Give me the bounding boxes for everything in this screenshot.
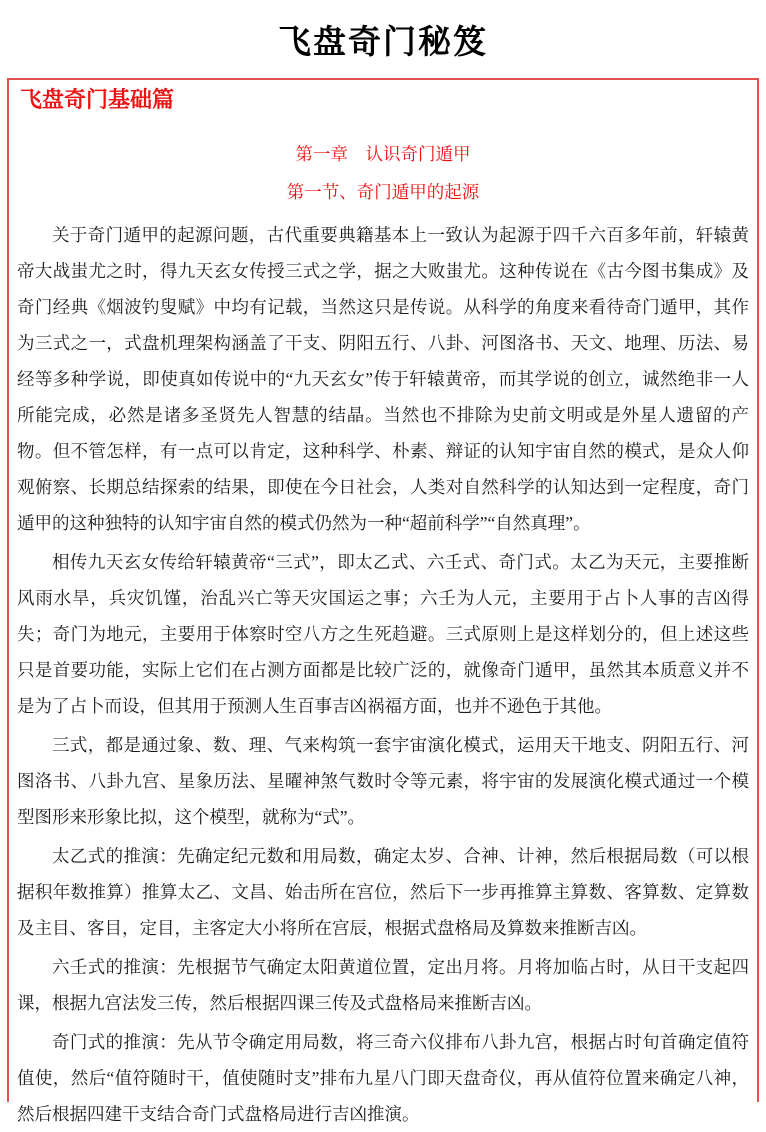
- paragraph-qimen-deduction: 奇门式的推演：先从节令确定用局数，将三奇六仪排布八卦九宫，根据占时旬首确定值符值使，然后“值符随时干，值使随时支”排布九星八门即天盘奇仪，再从值符位置来确定八神，然后根据四建干支结合奇门式盘格局进行吉凶推演。: [17, 1032, 749, 1124]
- paragraph-taiyi-deduction: 太乙式的推演：先确定纪元数和用局数，确定太岁、合神、计神，然后根据局数（可以根据积年数推算）推算太乙、文昌、始击所在宫位，然后下一步再推算主算数、客算数、定算数及主目、客目，定目，主客定大小将所在宫辰，根据式盘格局及算数来推断吉凶。: [17, 846, 749, 938]
- body-text: [17, 217, 749, 1132]
- page-title: 飞盘奇门秘笈: [278, 25, 488, 61]
- paragraph-origin-1: 关于奇门遁甲的起源问题，古代重要典籍基本上一致认为起源于四千六百多年前，轩辕黄帝大战蚩尤之时，得九天玄女传授三式之学，据之大败蚩尤。这种传说在《古今图书集成》及奇门经典《烟波钓叟赋》中均有记载，当然这只是传说。从科学的角度来看待奇门遁甲，其作为三式之一，式盘机理架构涵盖了干支、阴阳五行、八卦、河图洛书、天文、地理、历法、易经等多种学说，即使真如传说中的“九天玄女”传于轩辕黄帝，而其学说的创立，诚然绝非一人所能完成，必然是诸多圣贤先人智慧的结晶。当然也不排除为史前文明或是外星人遗留的产物。但不管怎样，有一点可以肯定，这种科学、朴素、辩证的认知宇宙自然的模式，是众人仰观俯察、长期总结探索的结果，即使在今日社会，人类对自然科学的认知达到一定程度，奇门遁甲的这种独特的认知宇宙自然的模式仍然为一种“超前科学”“自然真理”。: [17, 225, 749, 533]
- paragraph-model-definition: 三式，都是通过象、数、理、气来构筑一套宇宙演化模式，运用天干地支、阴阳五行、河图洛书、八卦九宫、星象历法、星曜神煞气数时令等元素，将宇宙的发展演化模式通过一个模型图形来形象比拟，这个模型，就称为“式”。: [17, 735, 749, 827]
- paragraph-liuren-deduction: 六壬式的推演：先根据节气确定太阳黄道位置，定出月将。月将加临占时，从日干支起四课，根据九宫法发三传，然后根据四课三传及式盘格局来推断吉凶。: [17, 957, 749, 1013]
- subsection-title: 第一节、奇门遁甲的起源: [286, 182, 480, 202]
- content-box: [7, 78, 759, 1124]
- section-heading: 飞盘奇门基础篇: [20, 87, 175, 112]
- paragraph-three-styles: 相传九天玄女传给轩辕黄帝“三式”，即太乙式、六壬式、奇门式。太乙为天元，主要推断风雨水旱，兵灾饥馑，治乱兴亡等天灾国运之事；六壬为人元，主要用于占卜人事的吉凶得失；奇门为地元，主要用于体察时空八方之生死趋避。三式原则上是这样划分的，但上述这些只是首要功能，实际上它们在占测方面都是比较广泛的，就像奇门遁甲，虽然其本质意义并不是为了占卜而设，但其用于预测人生百事吉凶祸福方面，也并不逊色于其他。: [17, 552, 749, 716]
- chapter-title: 第一章 认识奇门遁甲: [295, 144, 471, 164]
